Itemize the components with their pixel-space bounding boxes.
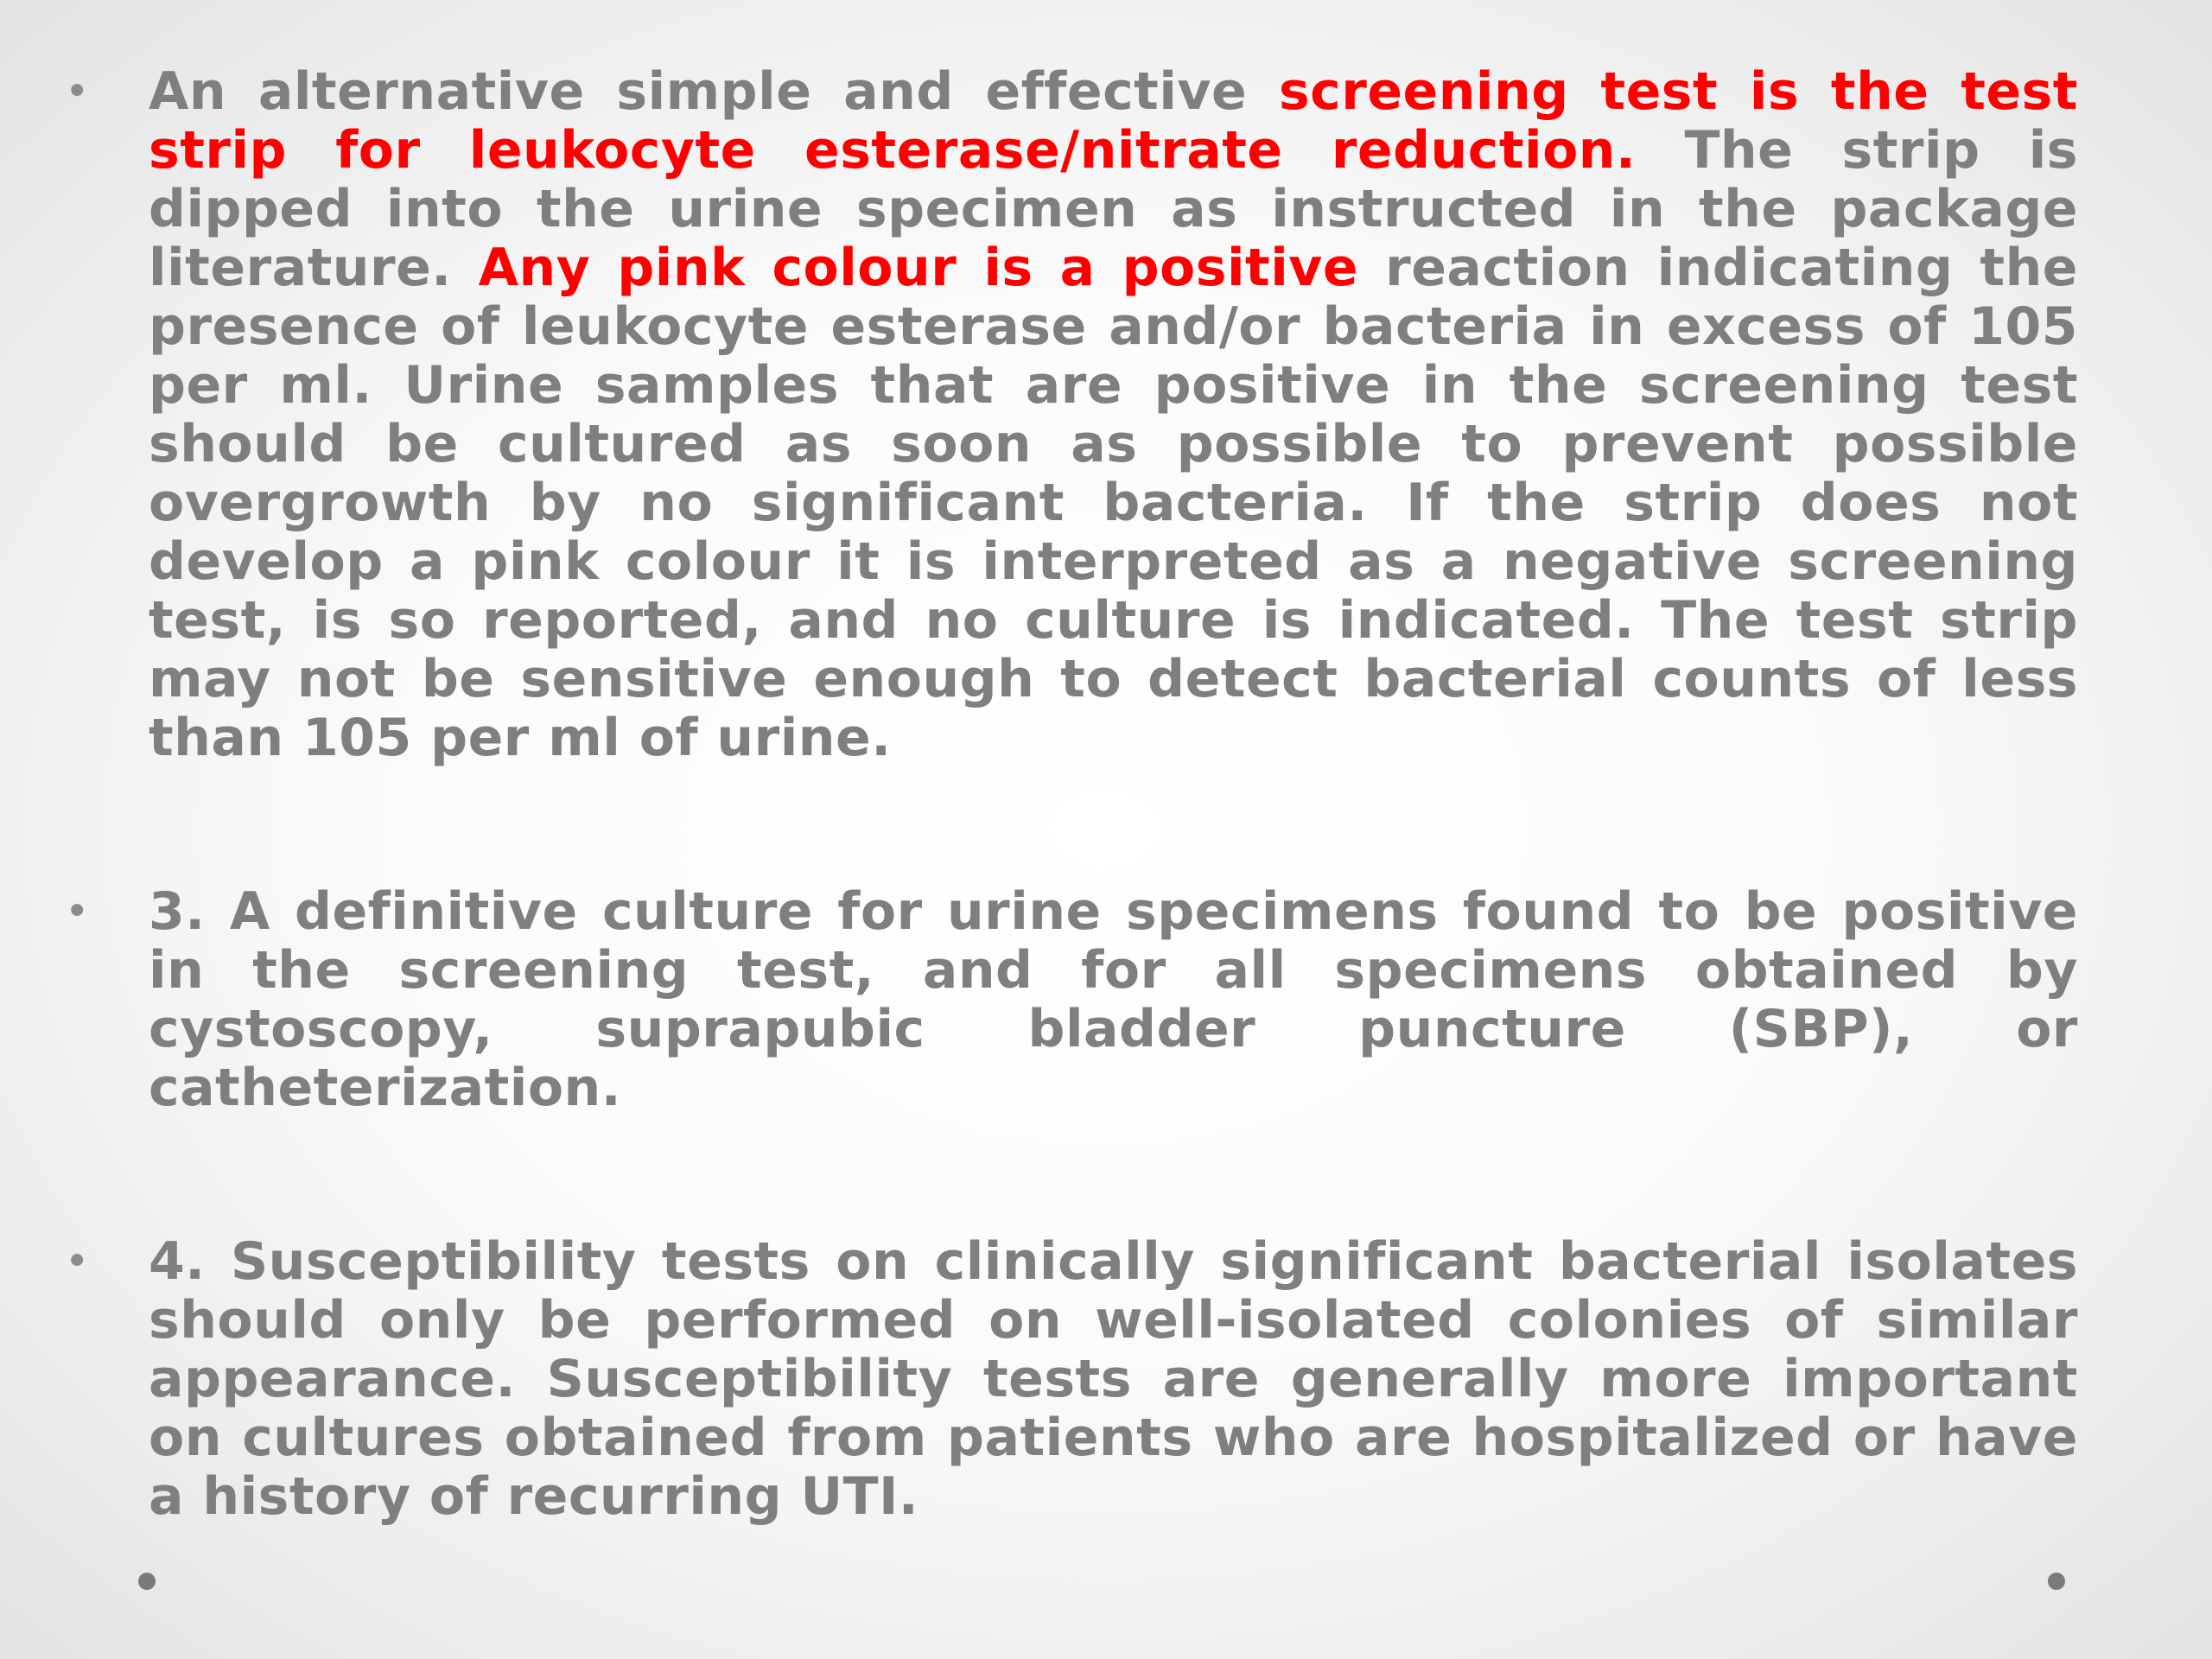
bullet-item-screening-strip (52, 62, 2078, 767)
bullet-paragraph (149, 1232, 2078, 1526)
paragraph-text: 4. Susceptibility tests on clinically significant bacterial isolates should only be performed on well-isolated colonies of similar appearance. Susceptibility tests are generally more important on cultures obtained from patients who are hospitalized or have a history of recurring UTI. (149, 1231, 2078, 1527)
decorative-dot-left (138, 1573, 156, 1590)
paragraph-text: reaction indicating the presence of leukocyte esterase and/or bacteria in excess of 105 per ml. Urine samples that are positive in the screening test should be cultured as soon as possible to prevent possible overgrowth by no significant bacteria. If the strip does not develop a pink colour it is interpreted as a negative screening test, is so reported, and no culture is indicated. The test strip may not be sensitive enough to detect bacterial counts of less than 105 per ml of urine. (149, 238, 2078, 768)
bullet-marker: • (65, 67, 90, 116)
bullet-paragraph (149, 62, 2078, 767)
bullet-marker: • (65, 887, 90, 936)
decorative-dot-right (2048, 1573, 2065, 1590)
paragraph-text: The strip is dipped into the urine specimen as instructed in the package literature. (149, 120, 2079, 298)
bullet-marker: • (65, 1237, 90, 1286)
highlighted-text: Any pink colour is a positive (478, 238, 1359, 298)
paragraph-text: 3. A definitive culture for urine specimens found to be positive in the screening test, and for all specimens obtained by cystoscopy, suprapubic bladder puncture (SBP), or catheterization. (149, 881, 2078, 1118)
slide-content (52, 62, 2078, 1526)
bullet-item-susceptibility-tests (52, 1232, 2078, 1526)
bullet-paragraph (149, 882, 2078, 1117)
highlighted-text: screening test is the test strip for leukocyte esterase/nitrate reduction. (149, 61, 2078, 181)
paragraph-text: An alternative simple and effective (149, 61, 1279, 122)
bullet-item-definitive-culture (52, 882, 2078, 1117)
